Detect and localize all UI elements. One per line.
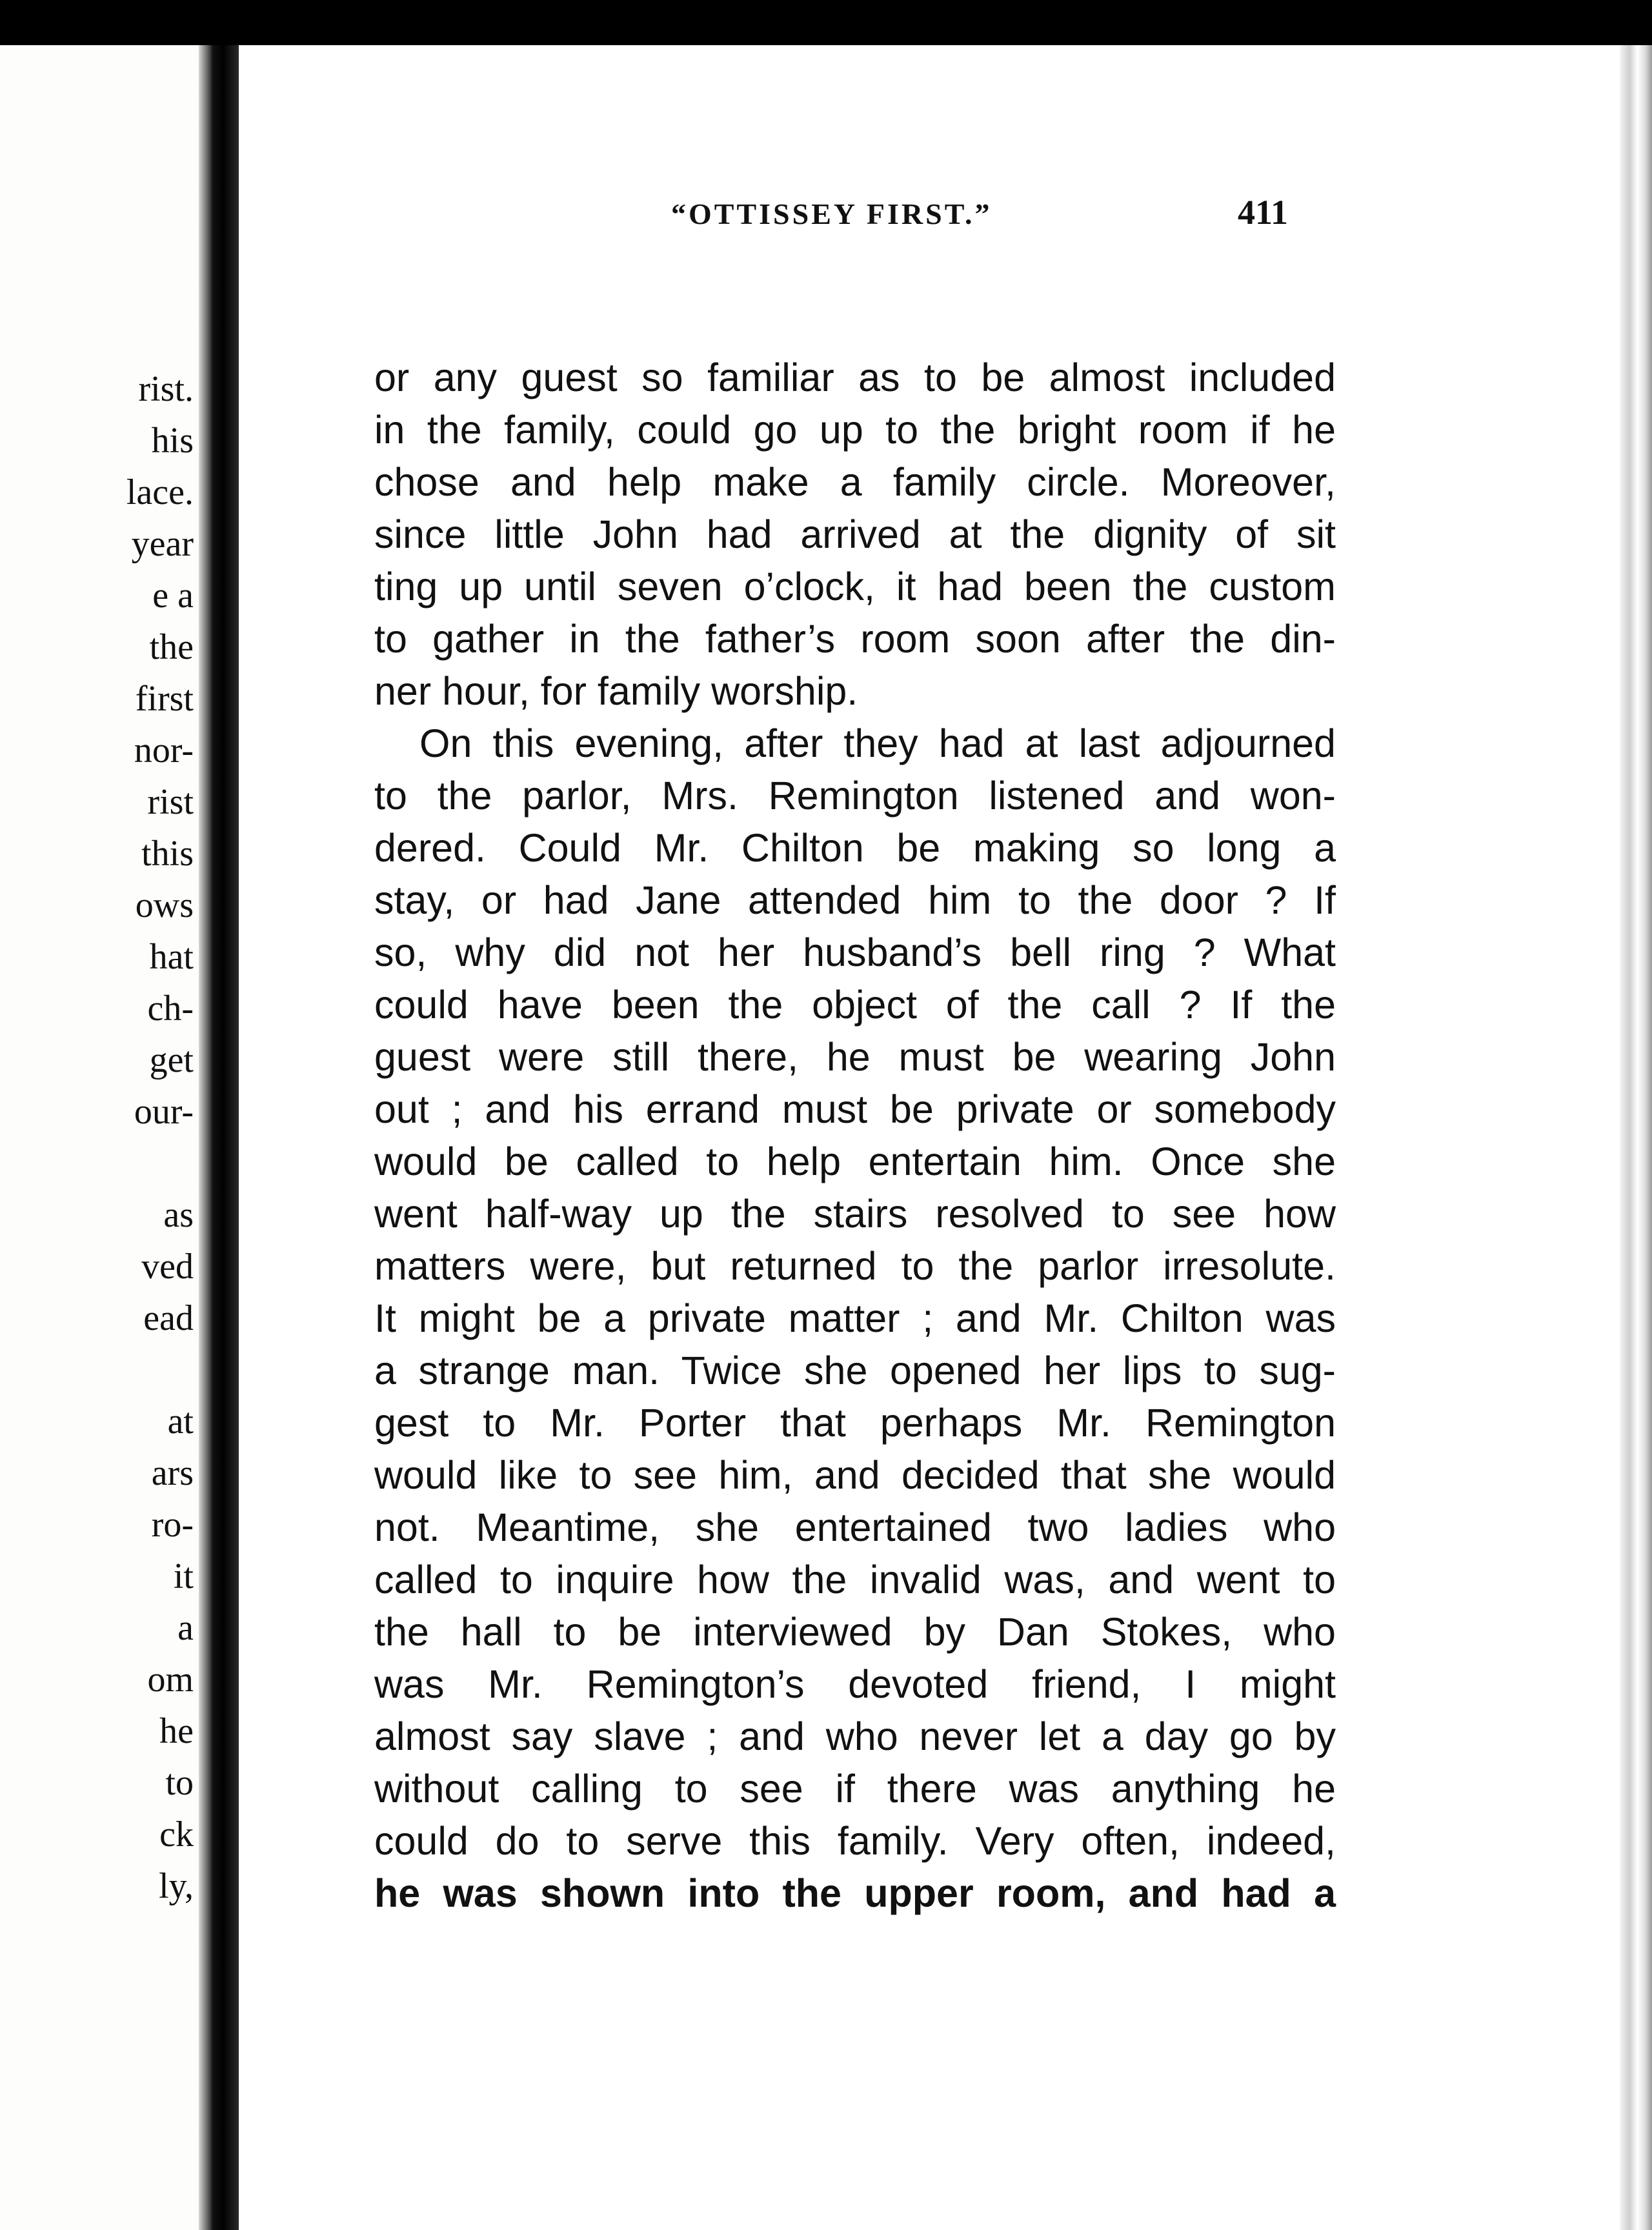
facing-page-line: it (173, 1556, 194, 1596)
facing-page-line: our- (134, 1092, 194, 1132)
facing-page-line: get (149, 1040, 194, 1080)
text-line: called to inquire how the invalid was, and went to (374, 1558, 1336, 1602)
facing-page-line: om (147, 1660, 194, 1700)
facing-page-line: ead (143, 1298, 194, 1338)
facing-page-line: a (177, 1608, 194, 1648)
facing-page-line: his (151, 421, 194, 461)
facing-page-line: to (165, 1763, 194, 1803)
facing-page-line: ved (141, 1247, 194, 1287)
text-line: went half-way up the stairs resolved to see how (374, 1192, 1336, 1236)
text-line: was Mr. Remington’s devoted friend, I might (374, 1662, 1336, 1706)
text-line: would like to see him, and decided that she would (374, 1453, 1336, 1497)
text-line: ner hour, for family worship. (374, 669, 858, 713)
text-line: in the family, could go up to the bright room if he (374, 408, 1336, 452)
facing-page-line: e a (152, 576, 194, 616)
facing-page-line: hat (149, 937, 194, 977)
facing-page-line: ch- (147, 989, 194, 1029)
text-line: to the parlor, Mrs. Remington listened and won- (374, 774, 1336, 818)
facing-page-line: at (167, 1401, 194, 1441)
facing-page-line: as (163, 1195, 194, 1235)
text-line: ting up until seven o’clock, it had been the custom (374, 565, 1336, 608)
text-line: On this evening, after they had at last adjourned (419, 721, 1336, 765)
text-line: to gather in the father’s room soon after the din- (374, 617, 1336, 661)
text-line: gest to Mr. Porter that perhaps Mr. Remington (374, 1401, 1336, 1445)
facing-page-line: the (149, 627, 194, 667)
text-line: not. Meantime, she entertained two ladies who (374, 1505, 1336, 1549)
facing-page-line: nor- (134, 730, 194, 770)
text-line: a strange man. Twice she opened her lips to sug- (374, 1349, 1336, 1392)
facing-page-line: rist (147, 782, 194, 822)
facing-page-line: ro- (151, 1505, 194, 1545)
facing-page-line: ows (135, 885, 194, 925)
book-gutter (213, 45, 239, 2230)
page-number: 411 (1238, 193, 1289, 232)
facing-page-line: lace. (126, 472, 194, 512)
body-text (374, 352, 1336, 1920)
text-line: dered. Could Mr. Chilton be making so long a (374, 826, 1336, 870)
running-head: “OTTISSEY FIRST.” (671, 197, 992, 230)
text-line: matters were, but returned to the parlor irresolute. (374, 1244, 1336, 1288)
text-line: since little John had arrived at the dignity of sit (374, 512, 1336, 556)
text-line: almost say slave ; and who never let a day go by (374, 1714, 1336, 1758)
text-line: so, why did not her husband’s bell ring ? What (374, 930, 1336, 974)
text-line: could have been the object of the call ? If the (374, 983, 1336, 1027)
text-line: would be called to help entertain him. Once she (374, 1140, 1336, 1183)
facing-page-line: ars (151, 1453, 194, 1493)
facing-page-line: rist. (138, 369, 194, 409)
text-line: stay, or had Jane attended him to the door ? If (374, 878, 1336, 922)
text-line: he was shown into the upper room, and had a (374, 1871, 1336, 1915)
scan-border-top (0, 0, 1652, 45)
text-line: the hall to be interviewed by Dan Stokes, who (374, 1610, 1336, 1654)
facing-page-line: first (135, 679, 194, 719)
text-line: or any guest so familiar as to be almost included (374, 356, 1336, 399)
facing-page-line: ly, (159, 1866, 194, 1906)
facing-page-line: this (141, 834, 194, 874)
facing-page-line: year (131, 524, 194, 564)
facing-page-line: he (159, 1711, 194, 1751)
facing-page-fragment (0, 45, 213, 2230)
text-line: guest were still there, he must be wearing John (374, 1035, 1336, 1079)
text-line: chose and help make a family circle. Moreover, (374, 460, 1336, 504)
facing-page-line: ck (159, 1814, 194, 1854)
text-line: It might be a private matter ; and Mr. Chilton was (374, 1296, 1336, 1340)
page-edge (1620, 45, 1652, 2230)
text-line: without calling to see if there was anything he (374, 1767, 1336, 1811)
text-line: out ; and his errand must be private or somebody (374, 1087, 1336, 1131)
text-line: could do to serve this family. Very often, indeed, (374, 1819, 1336, 1863)
